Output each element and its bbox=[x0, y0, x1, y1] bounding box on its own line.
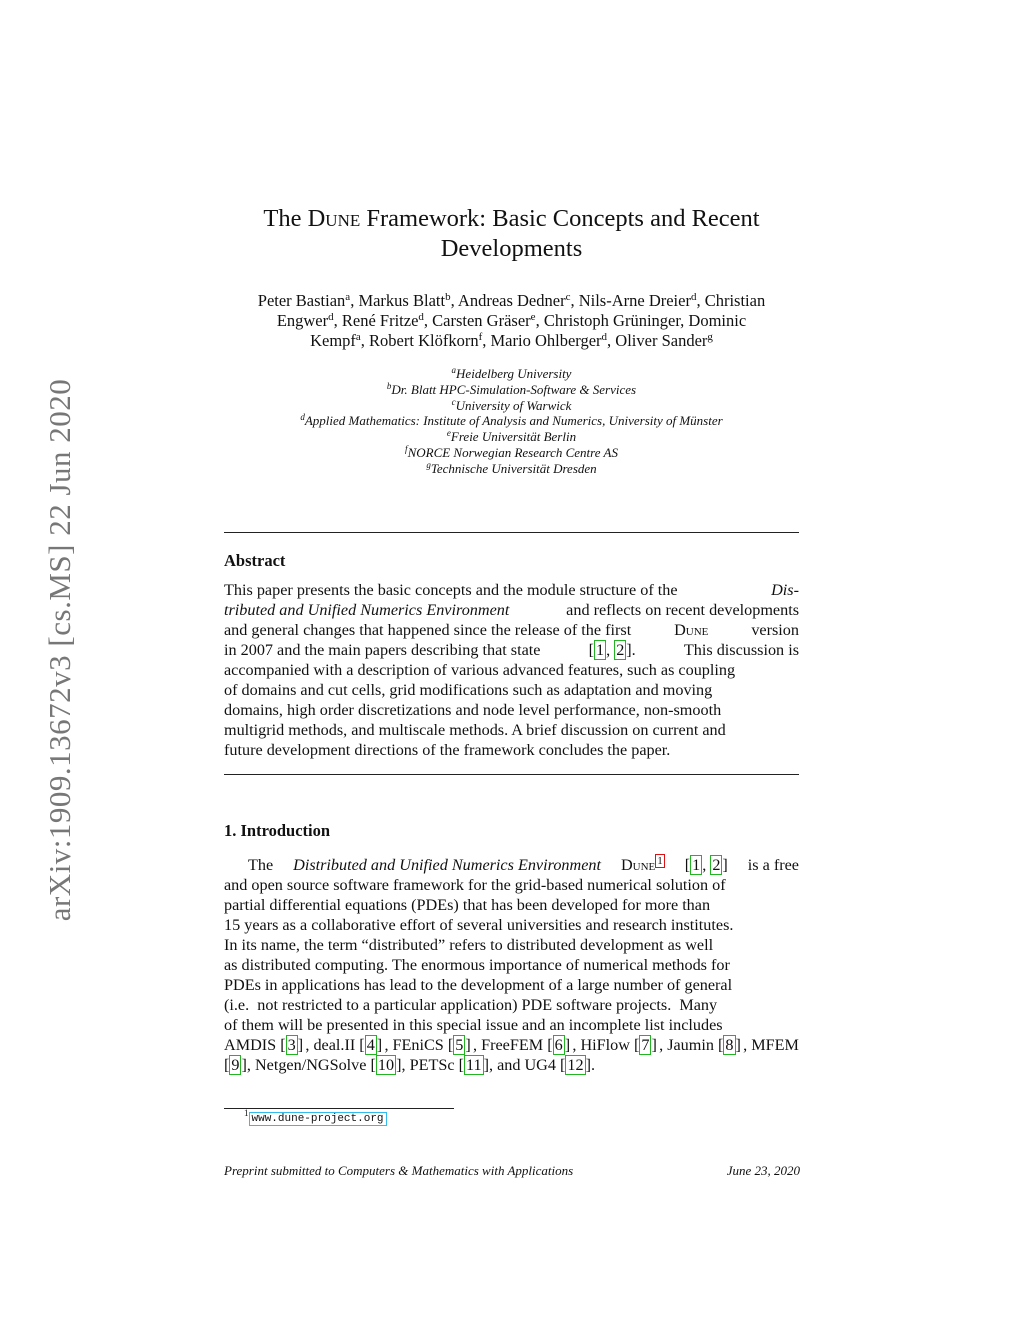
section-heading-introduction: 1. Introduction bbox=[224, 821, 331, 840]
affiliation: $^a$Heidelberg University bbox=[451, 365, 572, 381]
affiliation: $^c$University of Warwick bbox=[451, 396, 572, 413]
citation-link[interactable]: 8 bbox=[725, 1036, 734, 1054]
citation-link[interactable]: 9 bbox=[231, 1056, 240, 1074]
affiliation: $^e$Freie Universität Berlin bbox=[446, 428, 577, 445]
citation-link[interactable]: 4 bbox=[366, 1036, 375, 1054]
affiliation: $^f$NORCE Norwegian Research Centre AS bbox=[405, 443, 618, 460]
affiliation: $^b$Dr. Blatt HPC-Simulation-Software & Services bbox=[386, 380, 637, 397]
citation-link[interactable]: 1 bbox=[596, 641, 605, 659]
preprint-date: June 23, 2020 bbox=[726, 1163, 800, 1178]
author-list: Peter Bastian$^a$, Markus Blatt$^b$, Andreas Dedner$^c$, Nils-Arne Dreier$^d$, Christian Engwer$^d$, René Fritze$^d$, Carsten Gräser$^e$, Christoph Grüninger, Dominic Kempf$^a$, Robert Klöfkorn$^f$, Mario Ohlberger$^d$, Oliver Sander$^g$ bbox=[257, 291, 766, 350]
citation-link[interactable]: 10 bbox=[377, 1056, 395, 1074]
citation-link[interactable]: 2 bbox=[616, 641, 625, 659]
citation-link[interactable]: 3 bbox=[287, 1036, 296, 1054]
affiliation-list bbox=[224, 366, 799, 477]
affiliation: $^g$Technische Universität Dresden bbox=[426, 459, 597, 476]
footnote-rule bbox=[224, 1108, 454, 1109]
footnote: $^1$ www.dune-project.org bbox=[244, 1113, 387, 1125]
citation-link[interactable]: 11 bbox=[465, 1056, 482, 1074]
citation-link[interactable]: 2 bbox=[712, 856, 721, 874]
paper-title: The Dune Framework: Basic Concepts and Recent Developments bbox=[263, 205, 760, 262]
abstract-heading: Abstract bbox=[224, 551, 286, 570]
introduction-body: The Distributed and Unified Numerics Environment Dune $^1$ [ 1 , 2 ] is a free and open source software framework for the grid-based numerical solution of partial differential equations (PDEs) that has been developed for more than 15 years as a collaborative effort of several universities and research institutes. In its name, the term “distributed” refers to distributed development as well as distributed computing. The enormous importance of numerical methods for PDEs in applications has lead to the development of a large number of general (i.e. not restricted to a particular application) PDE software projects. Many of them will be presented in this special issue and an incomplete list includes AMDIS [ 3 ] , deal.II [ 4 ] , FEniCS [ 5 ] , FreeFEM [ 6 ] , HiFlow [ 7 ] , Jaumin [ 8 ] , MFEM [ 9 ], Netgen/NGSolve [ 10 ], PETSc [ 11 ], and UG4 [ 12 ]. bbox=[224, 855, 799, 1074]
abstract-top-rule bbox=[224, 532, 799, 533]
citation-link[interactable]: 7 bbox=[641, 1036, 650, 1054]
journal-submission-note: Preprint submitted to Computers & Mathematics with Applications bbox=[224, 1163, 574, 1178]
affiliation: $^d$Applied Mathematics: Institute of Analysis and Numerics, University of Münster bbox=[300, 412, 723, 429]
dune-name: Dune bbox=[307, 205, 361, 232]
abstract-bottom-rule bbox=[224, 774, 799, 775]
citation-link[interactable]: 12 bbox=[567, 1056, 584, 1074]
citation-link[interactable]: 5 bbox=[455, 1036, 464, 1054]
dune-project-url-link[interactable]: www.dune-project.org bbox=[249, 1112, 387, 1126]
citation-link[interactable]: 1 bbox=[692, 856, 701, 874]
arxiv-stamp: arXiv:1909.13672v3 [cs.MS] 22 Jun 2020 bbox=[42, 378, 77, 922]
footnote-link[interactable]: 1 bbox=[657, 855, 663, 867]
abstract-body: This paper presents the basic concepts and the module structure of the Dis- tributed and Unified Numerics Environment and reflects on recent developments and general changes that happened since the release of the first Dune version in 2007 and the main papers describing that state [ 1 , 2 ]. This discussion is accompanied with a description of various advanced features, such as coupling of domains and cut cells, grid modifications such as adaptation and moving domains, high order discretizations and node level performance, non-smooth multigrid methods, and multiscale methods. A brief discussion on current and future development directions of the framework concludes the paper. bbox=[224, 581, 799, 759]
citation-link[interactable]: 6 bbox=[554, 1036, 563, 1054]
